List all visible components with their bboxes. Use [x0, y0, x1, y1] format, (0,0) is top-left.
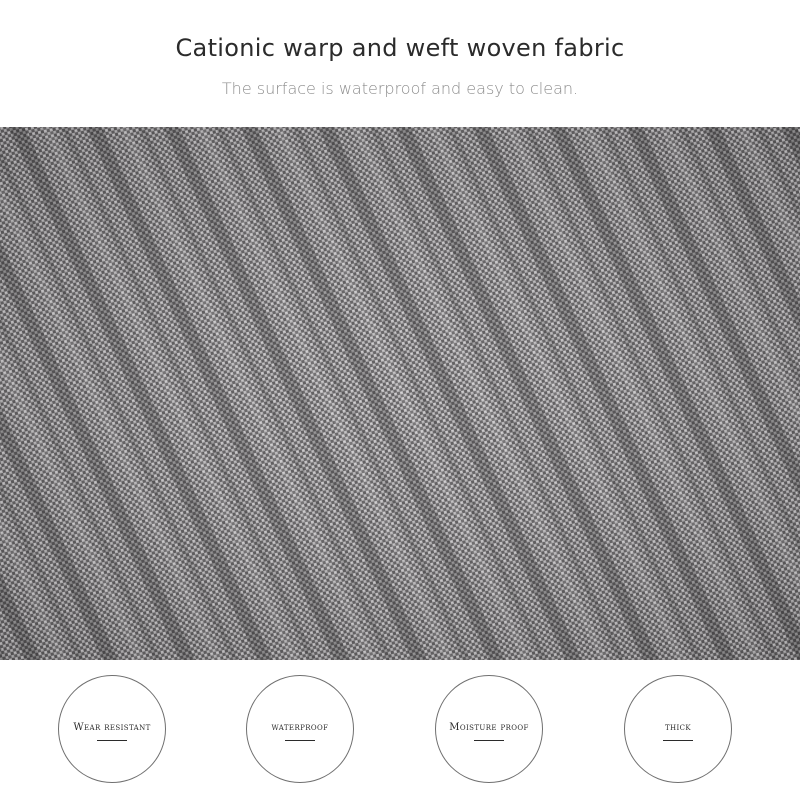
- page-subtitle: The surface is waterproof and easy to clean.: [221, 79, 579, 98]
- header: [0, 0, 800, 127]
- feature-underline: [97, 740, 127, 741]
- feature-badges: [0, 660, 800, 800]
- feature-badge-moisture-proof: [435, 675, 543, 783]
- feature-underline: [663, 740, 693, 741]
- feature-label: Wear resistant: [73, 722, 151, 733]
- feature-badge-waterproof: [246, 675, 354, 783]
- feature-underline: [474, 740, 504, 741]
- feature-badge-thick: [624, 675, 732, 783]
- page-title: Cationic warp and weft woven fabric: [175, 34, 625, 62]
- feature-label: Moisture proof: [449, 722, 529, 733]
- feature-underline: [285, 740, 315, 741]
- feature-label: waterproof: [271, 722, 329, 733]
- feature-label: thick: [664, 722, 692, 733]
- fabric-texture-image: [0, 127, 800, 660]
- feature-badge-wear-resistant: [58, 675, 166, 783]
